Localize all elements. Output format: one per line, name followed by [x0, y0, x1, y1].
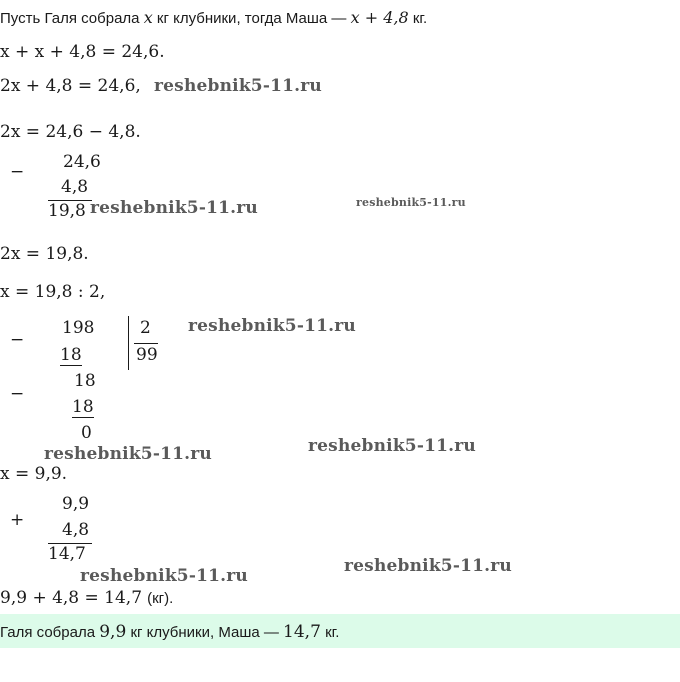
equation-3: 2x = 24,6 − 4,8.: [0, 122, 141, 142]
intro-var: x: [143, 8, 153, 27]
division-remainder-2: 0: [81, 423, 92, 443]
intro-mid: кг клубники, тогда Маша —: [156, 10, 347, 27]
addition-b: 4,8: [62, 520, 90, 540]
division-divisor: 2: [140, 318, 151, 338]
division-subtrahend-2: 18: [72, 397, 94, 417]
watermark: reshebnik5-11.ru: [344, 556, 512, 576]
equation-5: x = 19,8 : 2,: [0, 282, 106, 302]
equation-7-unit: (кг).: [147, 590, 174, 607]
division-bar: [128, 316, 129, 370]
watermark: reshebnik5-11.ru: [80, 566, 248, 586]
equation-7-math: 9,9 + 4,8 = 14,7: [0, 588, 143, 608]
division-quotient: 99: [136, 345, 158, 365]
division-sign-2: −: [10, 384, 25, 404]
watermark: reshebnik5-11.ru: [90, 198, 258, 218]
watermark: reshebnik5-11.ru: [356, 196, 466, 209]
intro-unit: кг.: [412, 10, 428, 27]
watermark: reshebnik5-11.ru: [308, 436, 476, 456]
answer-prefix: Галя собрала: [0, 624, 96, 641]
addition-result: 14,7: [48, 544, 86, 564]
intro-expr: x + 4,8: [350, 8, 409, 27]
subtraction-minuend: 24,6: [63, 152, 101, 172]
answer-box: [0, 614, 680, 648]
division-sign-1: −: [10, 330, 25, 350]
watermark: reshebnik5-11.ru: [44, 444, 212, 464]
division-dividend: 198: [62, 318, 95, 338]
answer-mid: кг клубники, Маша —: [130, 624, 279, 641]
subtraction-sign: −: [10, 162, 25, 182]
answer-line: [0, 622, 339, 642]
answer-value-1: 9,9: [99, 622, 127, 642]
equation-6: x = 9,9.: [0, 464, 68, 484]
addition-a: 9,9: [62, 494, 90, 514]
equation-7: [0, 588, 173, 608]
division-remainder-1: 18: [74, 371, 96, 391]
subtraction-subtrahend: 4,8: [61, 177, 89, 197]
equation-4: 2x = 19,8.: [0, 244, 89, 264]
division-subtrahend-1: 18: [60, 345, 82, 365]
intro-text: Пусть Галя собрала: [0, 10, 140, 27]
answer-unit: кг.: [325, 624, 340, 641]
watermark: reshebnik5-11.ru: [154, 76, 322, 96]
divisor-line: [134, 343, 158, 344]
answer-value-2: 14,7: [283, 622, 321, 642]
subtraction-result: 19,8: [48, 201, 86, 221]
watermark: reshebnik5-11.ru: [188, 316, 356, 336]
intro-line: [0, 8, 427, 27]
addition-sign: +: [10, 510, 25, 530]
equation-2: 2x + 4,8 = 24,6,: [0, 76, 141, 96]
equation-1: x + x + 4,8 = 24,6.: [0, 42, 165, 62]
